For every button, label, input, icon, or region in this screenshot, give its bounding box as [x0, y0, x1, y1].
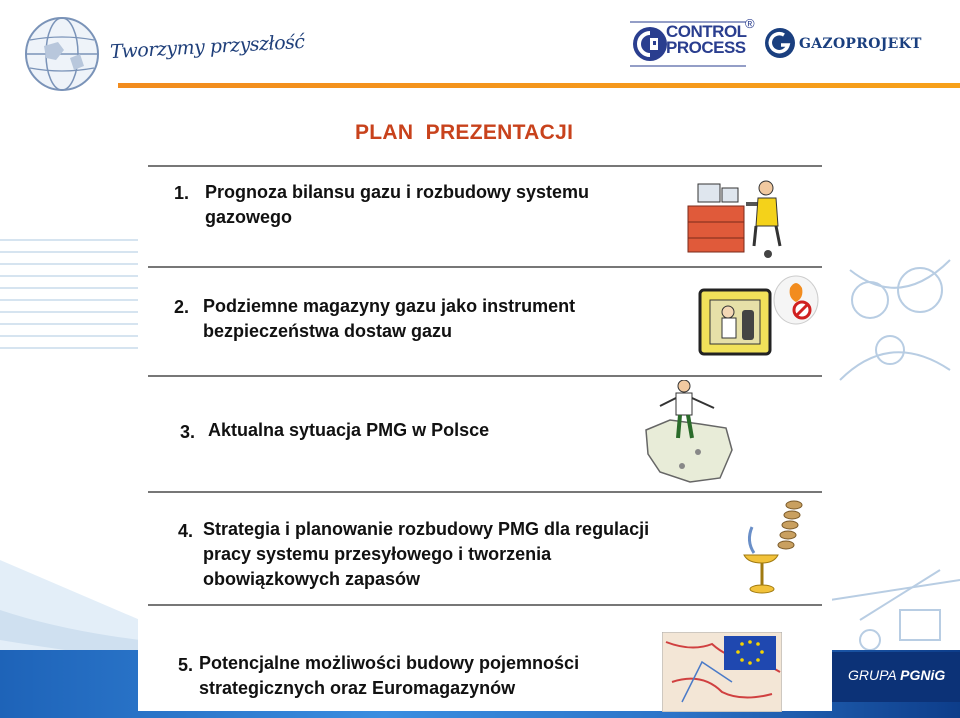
agenda-text: Aktualna sytuacja PMG w Polsce: [208, 420, 490, 440]
agenda-text: Prognoza bilansu gazu i rozbudowy systemu gazowego: [205, 182, 590, 227]
gazoprojekt-logo-icon: [764, 27, 796, 59]
gazoprojekt-wordmark: GAZOPROJEKT: [799, 36, 922, 52]
scale-coins-illustration: [738, 497, 812, 597]
registered-mark: ®: [745, 16, 755, 31]
agenda-number: 4.: [178, 521, 194, 541]
agenda-text: Strategia i planowanie rozbudowy PMG dla regulacji pracy systemu przesyłowego i tworzenia obowiązkowych zapasów: [203, 519, 650, 589]
pgnig-logo-text: GRUPA PGNiG: [848, 667, 946, 683]
left-background-decoration: [0, 230, 140, 718]
separator-line: [148, 165, 822, 167]
agenda-text: Potencjalne możliwości budowy pojemności strategicznych oraz Euromagazynów: [199, 653, 580, 698]
separator-line: [148, 375, 822, 377]
agenda-number: 2.: [174, 297, 190, 317]
separator-line: [148, 604, 822, 606]
poland-map-man-illustration: [640, 380, 740, 486]
agenda-number: 3.: [180, 422, 196, 442]
agenda-number: 1.: [174, 183, 190, 203]
separator-line: [148, 491, 822, 493]
right-background-decoration: [830, 240, 960, 670]
office-worker-illustration: [684, 176, 794, 260]
slide-title: PLAN PREZENTACJI: [355, 121, 574, 144]
agenda-number: 5.: [178, 655, 194, 675]
separator-line: [148, 266, 822, 268]
gas-storage-illustration: [696, 270, 822, 360]
control-process-wordmark: CONTROL PROCESS: [666, 22, 747, 57]
agenda-text: Podziemne magazyny gazu jako instrument bezpieczeństwa dostaw gazu: [203, 296, 576, 341]
header-divider: [118, 83, 960, 88]
globe-logo-icon: [22, 14, 102, 94]
europe-map-eu-flag-illustration: [662, 632, 782, 712]
slogan-signature: Tworzymy przyszłość: [109, 30, 306, 64]
